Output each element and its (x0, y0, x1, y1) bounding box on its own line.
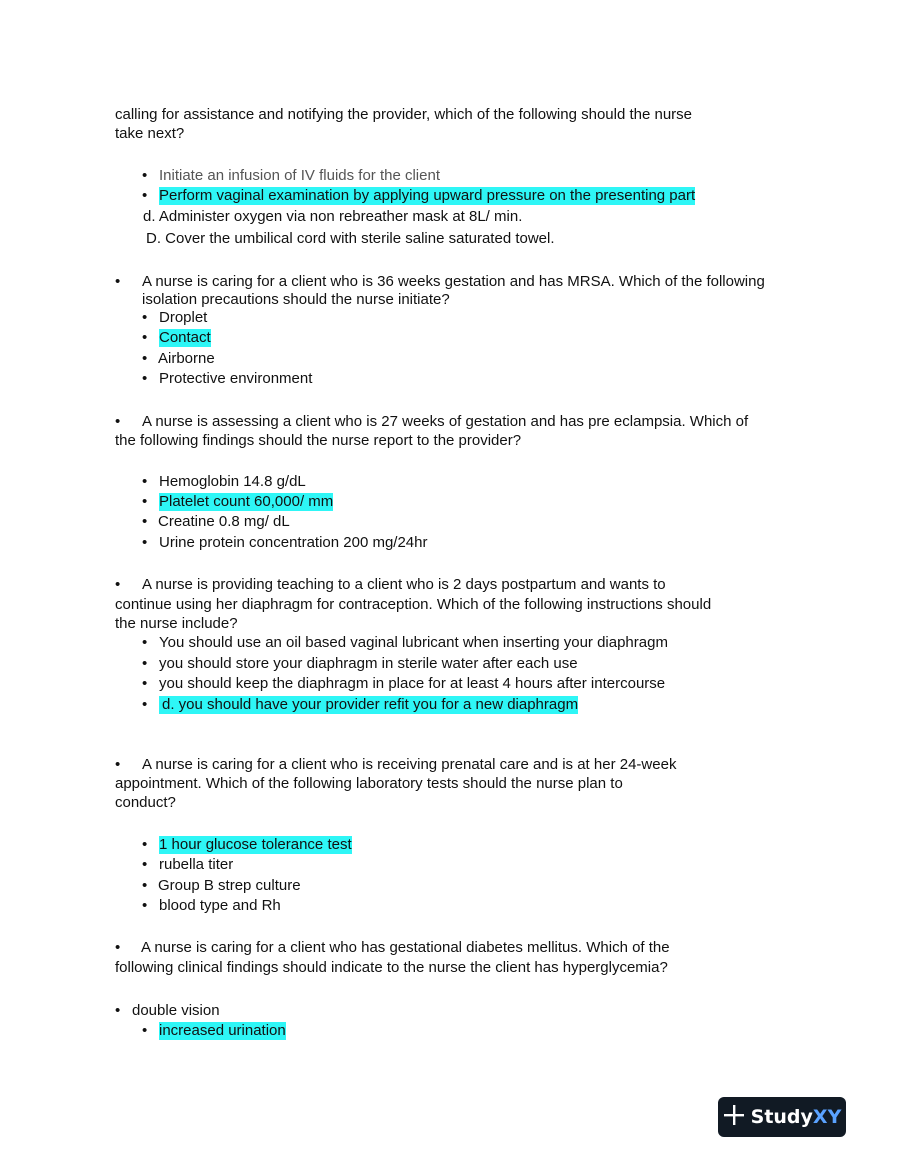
bullet: • (142, 856, 148, 873)
bullet: • (142, 187, 148, 204)
q2-stem-line2: isolation precautions should the nurse initiate? (142, 291, 450, 308)
logo-text-main: Study (750, 1106, 813, 1128)
bullet: • (115, 756, 121, 773)
q6-stem-line1: A nurse is caring for a client who has gestational diabetes mellitus. Which of the (141, 939, 670, 956)
q2-option-answer: Contact (159, 329, 211, 346)
bullet: • (115, 939, 121, 956)
bullet: • (142, 655, 148, 672)
bullet: • (142, 897, 148, 914)
q4-stem-line2: continue using her diaphragm for contraception. Which of the following instructions should (115, 596, 712, 613)
bullet: • (142, 696, 148, 713)
q2-option: Airborne (158, 350, 215, 367)
q6-option-answer: increased urination (159, 1022, 286, 1039)
bullet: • (142, 473, 148, 490)
bullet: • (142, 493, 148, 510)
q2-option: Protective environment (159, 370, 313, 387)
q3-stem-line2: the following findings should the nurse report to the provider? (115, 432, 522, 449)
q2-option: Droplet (159, 309, 208, 326)
q5-stem-line3: conduct? (115, 794, 176, 811)
q1-stem-line1: calling for assistance and notifying the provider, which of the following should the nurse (115, 106, 693, 123)
q4-stem-line3: the nurse include? (115, 615, 238, 632)
bullet: • (142, 1022, 148, 1039)
bullet: • (115, 273, 121, 290)
q5-option: Group B strep culture (158, 877, 301, 894)
bullet: • (115, 1002, 121, 1019)
logo-text-accent: XY (812, 1106, 842, 1128)
bullet: • (115, 576, 121, 593)
q6-stem-line2: following clinical findings should indicate to the nurse the client has hyperglycemia? (115, 959, 668, 976)
q1-option-d: D. Cover the umbilical cord with sterile saline saturated towel. (146, 230, 555, 247)
q4-option: You should use an oil based vaginal lubricant when inserting your diaphragm (159, 634, 668, 651)
q3-option-answer: Platelet count 60,000/ mm (159, 493, 334, 510)
q5-option-answer: 1 hour glucose tolerance test (159, 836, 352, 853)
q4-stem-line1: A nurse is providing teaching to a client who is 2 days postpartum and wants to (142, 576, 666, 593)
q3-option: Creatine 0.8 mg/ dL (158, 513, 290, 530)
q4-option-answer: d. you should have your provider refit you for a new diaphragm (159, 696, 578, 714)
bullet: • (142, 513, 148, 530)
q1-option-c: d. Administer oxygen via non rebreather mask at 8L/ min. (143, 208, 523, 225)
logo-wordmark (751, 1106, 842, 1128)
bullet: • (142, 167, 148, 184)
bullet: • (142, 350, 148, 367)
bullet: • (115, 413, 121, 430)
bullet: • (142, 836, 148, 853)
q5-option: rubella titer (159, 856, 234, 873)
q4-option: you should store your diaphragm in sterile water after each use (159, 655, 578, 672)
plus-icon (723, 1104, 745, 1130)
q1-option-b-answer: Perform vaginal examination by applying upward pressure on the presenting part (159, 187, 696, 204)
bullet: • (142, 329, 148, 346)
q3-stem-line1: A nurse is assessing a client who is 27 weeks of gestation and has pre eclampsia. Which of (142, 413, 749, 430)
studyxy-logo (718, 1097, 846, 1137)
bullet: • (142, 675, 148, 692)
q5-option: blood type and Rh (159, 897, 281, 914)
bullet: • (142, 534, 148, 551)
bullet: • (142, 634, 148, 651)
q2-stem-line1: A nurse is caring for a client who is 36 weeks gestation and has MRSA. Which of the following (142, 273, 765, 290)
bullet: • (142, 309, 148, 326)
q1-stem-line2: take next? (115, 125, 185, 142)
q1-option-a: Initiate an infusion of IV fluids for the client (159, 167, 440, 184)
q6-option: double vision (132, 1002, 220, 1019)
q5-stem-line1: A nurse is caring for a client who is receiving prenatal care and is at her 24-week (142, 756, 677, 773)
bullet: • (142, 877, 148, 894)
q4-option: you should keep the diaphragm in place for at least 4 hours after intercourse (159, 675, 666, 692)
q3-option: Urine protein concentration 200 mg/24hr (159, 534, 428, 551)
q5-stem-line2: appointment. Which of the following laboratory tests should the nurse plan to (115, 775, 623, 792)
q3-option: Hemoglobin 14.8 g/dL (159, 473, 306, 490)
bullet: • (142, 370, 148, 387)
